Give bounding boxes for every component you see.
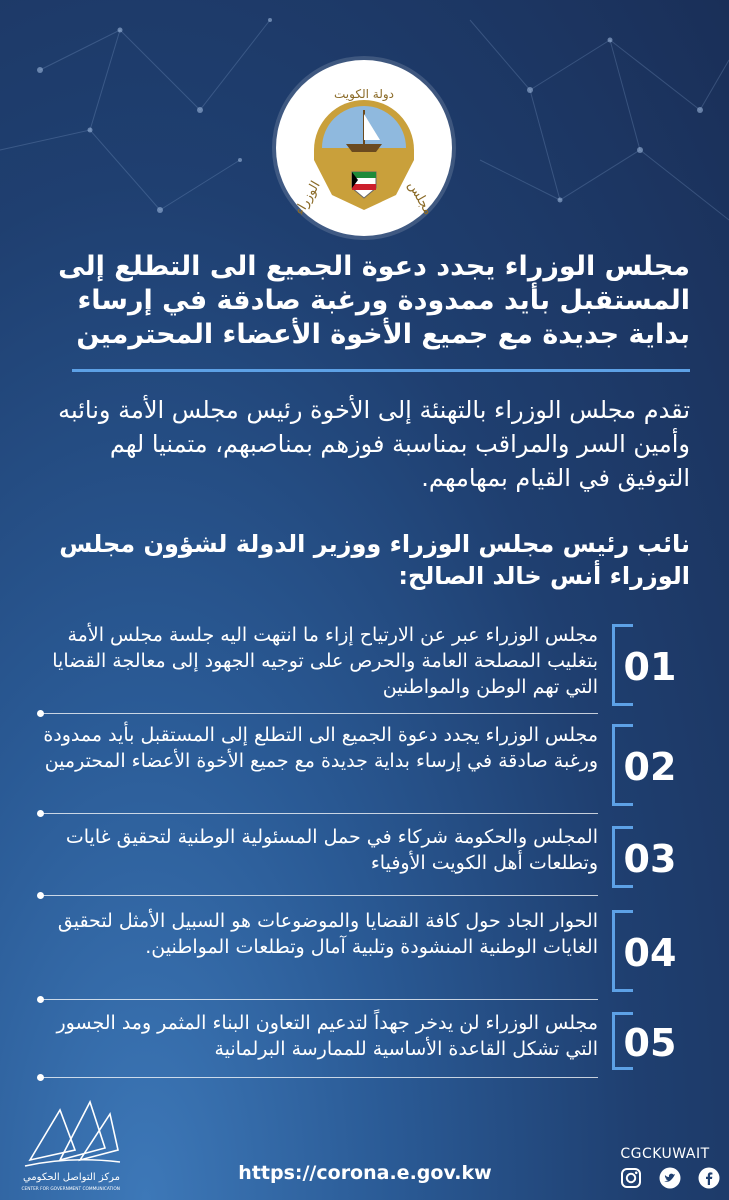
divider xyxy=(72,369,690,372)
speaker-subheading: نائب رئيس مجلس الوزراء ووزير الدولة لشؤون مجلس الوزراء أنس خالد الصالح: xyxy=(59,530,690,590)
intro-paragraph: تقدم مجلس الوزراء بالتهنئة إلى الأخوة رئيس مجلس الأمة ونائبه وأمين السر والمراقب بمناسبة فوزهم بمناصبهم، متمنيا لهم التوفيق في القيام بمهامهم. xyxy=(58,396,690,492)
item-number: 01 xyxy=(623,645,677,690)
item-divider xyxy=(40,999,598,1000)
website-link[interactable]: https://corona.e.gov.kw xyxy=(238,1162,492,1184)
item-number: 03 xyxy=(623,837,677,882)
list-item xyxy=(40,824,690,896)
social-icons xyxy=(620,1167,720,1189)
item-number: 05 xyxy=(623,1021,677,1066)
item-divider xyxy=(40,813,598,814)
item-number-box xyxy=(610,622,690,714)
item-number-box xyxy=(610,908,690,1000)
list-item xyxy=(40,622,690,714)
item-text: المجلس والحكومة شركاء في حمل المسئولية الوطنية لتحقيق غايات وتطلعات أهل الكويت الأوفياء xyxy=(65,826,598,874)
item-text: مجلس الوزراء لن يدخر جهداً لتدعيم التعاون البناء المثمر ومد الجسور التي تشكل القاعدة الأساسية للممارسة البرلمانية xyxy=(56,1012,598,1060)
svg-text:الوزراء: الوزراء xyxy=(292,178,324,218)
svg-text:دولة الكويت: دولة الكويت xyxy=(334,87,394,101)
item-number-box xyxy=(610,1010,690,1078)
item-text: مجلس الوزراء يجدد دعوة الجميع الى التطلع إلى المستقبل بأيد ممدودة ورغبة صادقة في إرساء بداية جديدة مع جميع الأخوة الأعضاء المحترمين xyxy=(43,724,598,772)
facebook-icon[interactable] xyxy=(698,1167,720,1189)
item-divider xyxy=(40,713,598,714)
item-text: الحوار الجاد حول كافة القضايا والموضوعات هو السبيل الأمثل لتحقيق الغايات الوطنية المنشودة وتلبية آمال وتطلعات المواطنين. xyxy=(57,910,598,958)
social-handle: CGCKUWAIT xyxy=(620,1146,710,1162)
twitter-icon[interactable] xyxy=(659,1167,681,1189)
list-item xyxy=(40,722,690,814)
svg-text:مركز التواصل الحكومي: مركز التواصل الحكومي xyxy=(22,1172,120,1183)
item-number: 04 xyxy=(623,931,677,976)
svg-text:مجلس: مجلس xyxy=(404,178,436,218)
item-text: مجلس الوزراء عبر عن الارتياح إزاء ما انتهت اليه جلسة مجلس الأمة بتغليب المصلحة العامة والحرص على توجيه الجهود إلى معالجة القضايا التي تهم الوطن والمواطنين xyxy=(52,624,598,698)
item-divider xyxy=(40,895,598,896)
item-divider xyxy=(40,1077,598,1078)
cgc-logo xyxy=(20,1090,125,1195)
item-number: 02 xyxy=(623,745,677,790)
kuwait-cabinet-emblem xyxy=(276,60,452,236)
list-item xyxy=(40,1010,690,1078)
svg-text:CENTER FOR GOVERNMENT COMMUNIC: CENTER FOR GOVERNMENT COMMUNICATION xyxy=(21,1187,120,1192)
list-item xyxy=(40,908,690,1000)
headline: مجلس الوزراء يجدد دعوة الجميع الى التطلع إلى المستقبل بأيد ممدودة ورغبة صادقة في إرساء بداية جديدة مع جميع الأخوة الأعضاء المحترمين xyxy=(58,251,690,350)
item-number-box xyxy=(610,722,690,814)
item-number-box xyxy=(610,824,690,896)
instagram-icon[interactable] xyxy=(620,1167,642,1189)
